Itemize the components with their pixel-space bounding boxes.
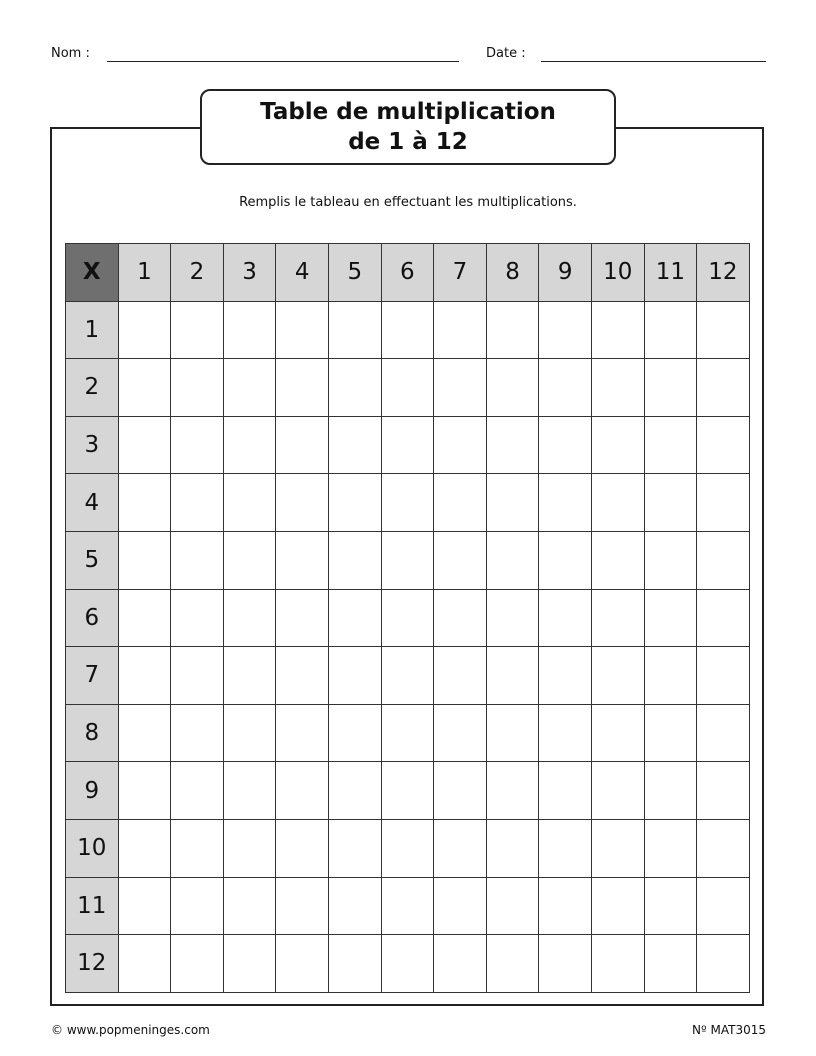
row-header: 12 (66, 935, 119, 993)
answer-cell[interactable] (276, 819, 329, 877)
answer-cell[interactable] (697, 301, 750, 359)
answer-cell[interactable] (223, 819, 276, 877)
answer-cell[interactable] (223, 762, 276, 820)
answer-cell[interactable] (644, 704, 697, 762)
answer-cell[interactable] (434, 416, 487, 474)
answer-cell[interactable] (171, 531, 224, 589)
answer-cell[interactable] (171, 416, 224, 474)
row-header: 11 (66, 877, 119, 935)
answer-cell[interactable] (486, 589, 539, 647)
answer-cell[interactable] (223, 474, 276, 532)
row-header: 8 (66, 704, 119, 762)
answer-cell[interactable] (223, 589, 276, 647)
answer-cell[interactable] (539, 416, 592, 474)
answer-cell[interactable] (644, 589, 697, 647)
answer-cell[interactable] (223, 416, 276, 474)
answer-cell[interactable] (276, 474, 329, 532)
answer-cell[interactable] (118, 416, 171, 474)
answer-cell[interactable] (381, 704, 434, 762)
answer-cell[interactable] (328, 301, 381, 359)
answer-cell[interactable] (276, 301, 329, 359)
answer-cell[interactable] (591, 819, 644, 877)
column-header: 11 (644, 244, 697, 302)
answer-cell[interactable] (276, 762, 329, 820)
answer-cell[interactable] (381, 416, 434, 474)
answer-cell[interactable] (591, 647, 644, 705)
row-header: 9 (66, 762, 119, 820)
answer-cell[interactable] (381, 647, 434, 705)
answer-cell[interactable] (223, 647, 276, 705)
answer-cell[interactable] (223, 704, 276, 762)
answer-cell[interactable] (697, 416, 750, 474)
answer-cell[interactable] (486, 935, 539, 993)
answer-cell[interactable] (223, 531, 276, 589)
answer-cell[interactable] (118, 531, 171, 589)
answer-cell[interactable] (644, 474, 697, 532)
answer-cell[interactable] (118, 474, 171, 532)
answer-cell[interactable] (381, 301, 434, 359)
answer-cell[interactable] (486, 647, 539, 705)
answer-cell[interactable] (171, 647, 224, 705)
table-row (66, 531, 750, 589)
answer-cell[interactable] (328, 531, 381, 589)
answer-cell[interactable] (697, 819, 750, 877)
name-line[interactable] (107, 61, 459, 62)
answer-cell[interactable] (118, 877, 171, 935)
answer-cell[interactable] (591, 935, 644, 993)
answer-cell[interactable] (486, 416, 539, 474)
answer-cell[interactable] (539, 589, 592, 647)
answer-cell[interactable] (118, 301, 171, 359)
answer-cell[interactable] (486, 877, 539, 935)
answer-cell[interactable] (539, 762, 592, 820)
answer-cell[interactable] (486, 474, 539, 532)
answer-cell[interactable] (276, 589, 329, 647)
answer-cell[interactable] (644, 935, 697, 993)
answer-cell[interactable] (434, 301, 487, 359)
answer-cell[interactable] (697, 935, 750, 993)
answer-cell[interactable] (118, 589, 171, 647)
answer-cell[interactable] (644, 531, 697, 589)
answer-cell[interactable] (539, 474, 592, 532)
answer-cell[interactable] (539, 877, 592, 935)
title-line-1: Table de multiplication (260, 99, 556, 125)
answer-cell[interactable] (381, 474, 434, 532)
column-header: 9 (539, 244, 592, 302)
column-header: 4 (276, 244, 329, 302)
table-row (66, 877, 750, 935)
answer-cell[interactable] (381, 819, 434, 877)
corner-cell: X (66, 244, 119, 302)
answer-cell[interactable] (223, 877, 276, 935)
answer-cell[interactable] (171, 935, 224, 993)
answer-cell[interactable] (644, 359, 697, 417)
answer-cell[interactable] (118, 762, 171, 820)
column-header: 8 (486, 244, 539, 302)
answer-cell[interactable] (591, 474, 644, 532)
table-row (66, 301, 750, 359)
answer-cell[interactable] (381, 935, 434, 993)
answer-cell[interactable] (118, 647, 171, 705)
answer-cell[interactable] (171, 589, 224, 647)
title-box (200, 89, 616, 165)
row-header: 6 (66, 589, 119, 647)
column-header: 2 (171, 244, 224, 302)
answer-cell[interactable] (434, 359, 487, 417)
answer-cell[interactable] (276, 416, 329, 474)
answer-cell[interactable] (118, 704, 171, 762)
answer-cell[interactable] (591, 877, 644, 935)
answer-cell[interactable] (697, 589, 750, 647)
answer-cell[interactable] (434, 474, 487, 532)
answer-cell[interactable] (381, 877, 434, 935)
multiplication-table (65, 243, 750, 993)
answer-cell[interactable] (434, 704, 487, 762)
copyright-text: © www.popmeninges.com (51, 1023, 210, 1037)
answer-cell[interactable] (276, 647, 329, 705)
answer-cell[interactable] (591, 301, 644, 359)
answer-cell[interactable] (697, 704, 750, 762)
answer-cell[interactable] (171, 704, 224, 762)
answer-cell[interactable] (591, 416, 644, 474)
title-line-2: de 1 à 12 (348, 129, 468, 155)
answer-cell[interactable] (539, 819, 592, 877)
answer-cell[interactable] (539, 359, 592, 417)
answer-cell[interactable] (381, 531, 434, 589)
answer-cell[interactable] (171, 819, 224, 877)
answer-cell[interactable] (697, 359, 750, 417)
row-header: 7 (66, 647, 119, 705)
answer-cell[interactable] (697, 762, 750, 820)
table-row (66, 416, 750, 474)
answer-cell[interactable] (276, 531, 329, 589)
answer-cell[interactable] (539, 531, 592, 589)
answer-cell[interactable] (486, 819, 539, 877)
answer-cell[interactable] (171, 762, 224, 820)
column-header: 1 (118, 244, 171, 302)
answer-cell[interactable] (171, 474, 224, 532)
answer-cell[interactable] (591, 704, 644, 762)
answer-cell[interactable] (276, 359, 329, 417)
answer-cell[interactable] (486, 359, 539, 417)
answer-cell[interactable] (118, 935, 171, 993)
date-line[interactable] (541, 61, 766, 62)
answer-cell[interactable] (644, 416, 697, 474)
table-row (66, 935, 750, 993)
answer-cell[interactable] (223, 935, 276, 993)
table-row (66, 819, 750, 877)
answer-cell[interactable] (591, 531, 644, 589)
answer-cell[interactable] (539, 647, 592, 705)
row-header: 1 (66, 301, 119, 359)
date-label: Date : (486, 46, 526, 61)
answer-cell[interactable] (591, 359, 644, 417)
row-header: 2 (66, 359, 119, 417)
column-header: 3 (223, 244, 276, 302)
answer-cell[interactable] (486, 762, 539, 820)
answer-cell[interactable] (328, 819, 381, 877)
answer-cell[interactable] (328, 762, 381, 820)
answer-cell[interactable] (434, 877, 487, 935)
table-row (66, 359, 750, 417)
instruction-text: Remplis le tableau en effectuant les multiplications. (239, 195, 577, 210)
answer-cell[interactable] (486, 301, 539, 359)
answer-cell[interactable] (276, 935, 329, 993)
answer-cell[interactable] (276, 704, 329, 762)
column-header: 7 (434, 244, 487, 302)
answer-cell[interactable] (223, 301, 276, 359)
answer-cell[interactable] (381, 589, 434, 647)
answer-cell[interactable] (171, 359, 224, 417)
table-row (66, 762, 750, 820)
worksheet-code: Nº MAT3015 (692, 1023, 766, 1037)
answer-cell[interactable] (644, 301, 697, 359)
name-label: Nom : (51, 46, 90, 61)
answer-cell[interactable] (697, 647, 750, 705)
answer-cell[interactable] (644, 877, 697, 935)
answer-cell[interactable] (539, 301, 592, 359)
answer-cell[interactable] (434, 819, 487, 877)
answer-cell[interactable] (118, 359, 171, 417)
answer-cell[interactable] (486, 531, 539, 589)
row-header: 10 (66, 819, 119, 877)
table-row (66, 647, 750, 705)
answer-cell[interactable] (591, 762, 644, 820)
answer-cell[interactable] (328, 474, 381, 532)
answer-cell[interactable] (328, 359, 381, 417)
answer-cell[interactable] (697, 531, 750, 589)
column-header: 5 (328, 244, 381, 302)
answer-cell[interactable] (171, 877, 224, 935)
answer-cell[interactable] (539, 935, 592, 993)
answer-cell[interactable] (381, 359, 434, 417)
answer-cell[interactable] (223, 359, 276, 417)
answer-cell[interactable] (591, 589, 644, 647)
row-header: 3 (66, 416, 119, 474)
row-header: 4 (66, 474, 119, 532)
table-row (66, 474, 750, 532)
answer-cell[interactable] (539, 704, 592, 762)
answer-cell[interactable] (328, 704, 381, 762)
answer-cell[interactable] (328, 416, 381, 474)
answer-cell[interactable] (697, 877, 750, 935)
answer-cell[interactable] (171, 301, 224, 359)
answer-cell[interactable] (118, 819, 171, 877)
answer-cell[interactable] (697, 474, 750, 532)
answer-cell[interactable] (328, 935, 381, 993)
answer-cell[interactable] (644, 647, 697, 705)
column-header: 12 (697, 244, 750, 302)
answer-cell[interactable] (328, 589, 381, 647)
answer-cell[interactable] (486, 704, 539, 762)
answer-cell[interactable] (328, 877, 381, 935)
answer-cell[interactable] (644, 819, 697, 877)
answer-cell[interactable] (434, 531, 487, 589)
answer-cell[interactable] (381, 762, 434, 820)
answer-cell[interactable] (434, 589, 487, 647)
answer-cell[interactable] (276, 877, 329, 935)
answer-cell[interactable] (328, 647, 381, 705)
answer-cell[interactable] (434, 935, 487, 993)
column-header: 6 (381, 244, 434, 302)
answer-cell[interactable] (644, 762, 697, 820)
answer-cell[interactable] (434, 647, 487, 705)
table-row (66, 704, 750, 762)
column-header: 10 (591, 244, 644, 302)
table-row (66, 589, 750, 647)
row-header: 5 (66, 531, 119, 589)
answer-cell[interactable] (434, 762, 487, 820)
